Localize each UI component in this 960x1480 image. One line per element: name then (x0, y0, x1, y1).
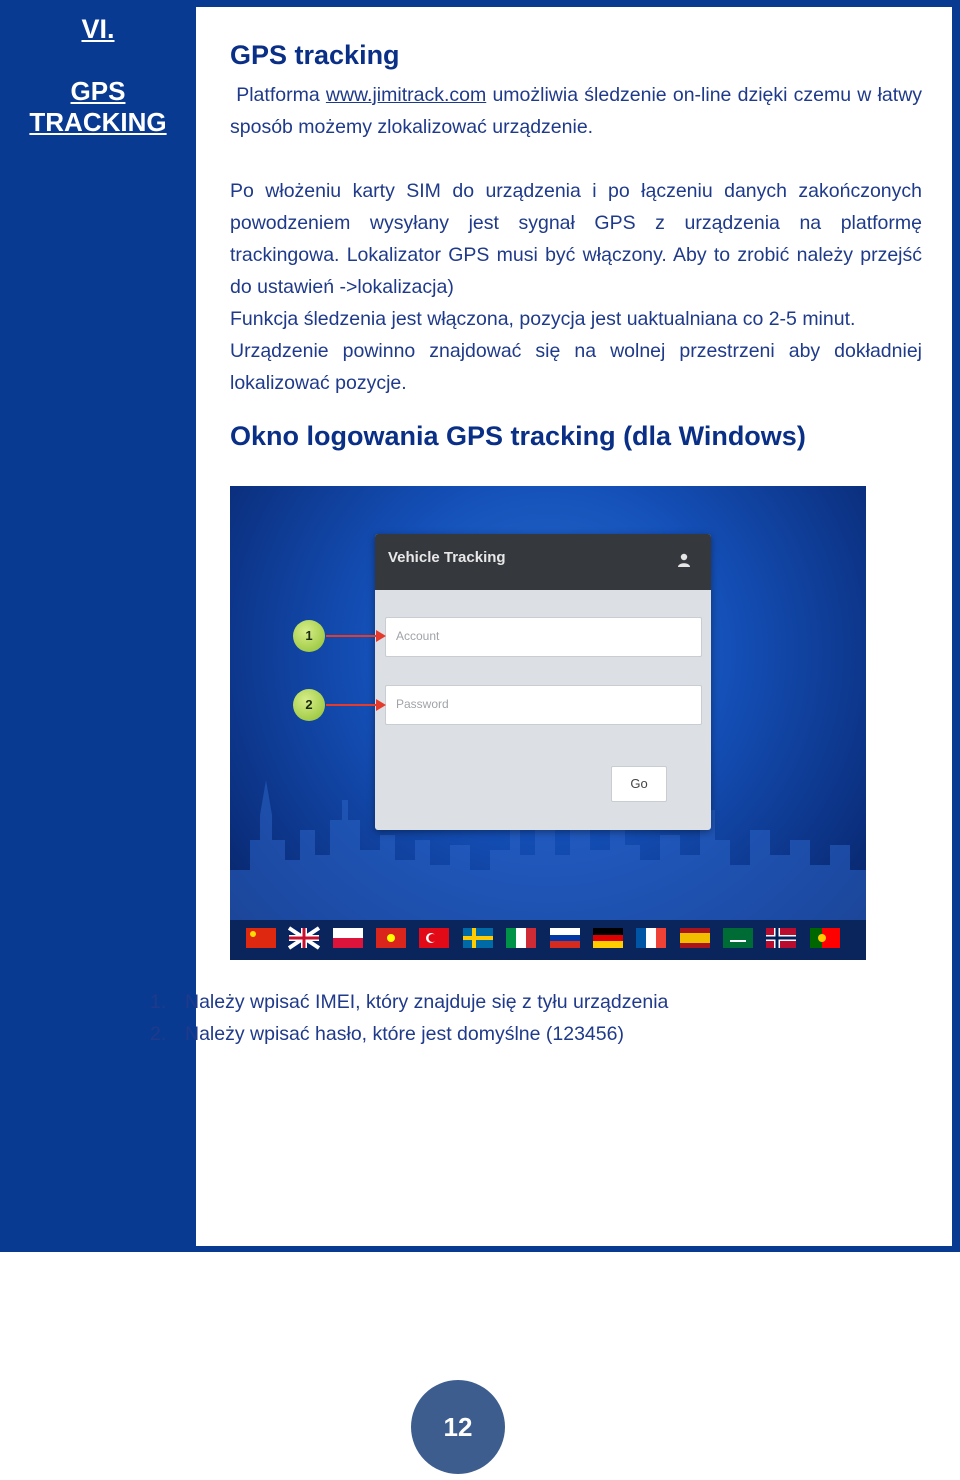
language-flags-bar (230, 920, 866, 960)
germany-flag-icon (593, 928, 623, 948)
account-input[interactable] (385, 617, 702, 657)
platform-link[interactable]: www.jimitrack.com (325, 84, 487, 106)
login-window-heading: Okno logowania GPS tracking (dla Windows) (230, 421, 806, 451)
password-placeholder: Password (396, 697, 449, 711)
uk-flag-icon (289, 928, 319, 948)
list-item-text: Należy wpisać hasło, które jest domyślne (123456) (185, 1023, 624, 1045)
russia-flag-icon (550, 928, 580, 948)
step-marker-1: 1 (293, 620, 325, 652)
saudi-arabia-flag-icon (723, 928, 753, 948)
arrow-1-head (376, 630, 386, 642)
arrow-2 (326, 704, 378, 706)
portugal-flag-icon (810, 928, 840, 948)
password-input[interactable] (385, 685, 702, 725)
list-item (150, 986, 668, 1018)
instruction-list (150, 986, 668, 1050)
arrow-1 (326, 635, 378, 637)
intro-prefix: Platforma (236, 84, 320, 106)
list-item (150, 1018, 668, 1050)
spain-flag-icon (680, 928, 710, 948)
intro-suffix: umożliwia śledzenie on-line dzięki czemu w łatwy sposób możemy zlokalizować urządzenie. (230, 84, 923, 138)
login-title: Vehicle Tracking (388, 549, 506, 566)
france-flag-icon (636, 928, 666, 948)
list-item-number: 1. (150, 991, 167, 1013)
location-paragraph: Urządzenie powinno znajdować się na wolnej przestrzeni aby dokładniej lokalizować pozycje. (230, 340, 922, 394)
page-number: 12 (411, 1380, 505, 1474)
go-button[interactable]: Go (611, 766, 667, 802)
section-title: GPS TRACKING (29, 76, 167, 137)
china-flag-icon (246, 928, 276, 948)
login-dialog (375, 534, 711, 830)
sweden-flag-icon (463, 928, 493, 948)
sim-paragraph: Po włożeniu karty SIM do urządzenia i po łączeniu danych zakończonych powodzeniem wysyłany jest sygnał GPS z urządzenia na platformę trackingowa. Lokalizator GPS musi być włączony. Aby to zrobić należy przejść do ustawień ->lokalizacja) (230, 180, 922, 298)
norway-flag-icon (766, 928, 796, 948)
list-item-text: Należy wpisać IMEI, który znajduje się z tyłu urządzenia (185, 991, 669, 1013)
vietnam-flag-icon (376, 928, 406, 948)
flag-icons (230, 920, 866, 960)
step-marker-2: 2 (293, 689, 325, 721)
turkey-flag-icon (419, 928, 449, 948)
italy-flag-icon (506, 928, 536, 948)
login-header (375, 534, 711, 590)
content-panel (196, 7, 952, 1246)
list-item-number: 2. (150, 1023, 167, 1045)
section-number: VI. (81, 14, 115, 44)
page-heading: GPS tracking (230, 40, 400, 70)
user-icon (677, 553, 691, 572)
poland-flag-icon (333, 928, 363, 948)
login-screenshot (230, 486, 866, 960)
intro-paragraph (230, 79, 922, 143)
tracking-paragraph: Funkcja śledzenia jest włączona, pozycja jest uaktualniana co 2-5 minut. (230, 308, 856, 330)
account-placeholder: Account (396, 629, 440, 643)
arrow-2-head (376, 699, 386, 711)
